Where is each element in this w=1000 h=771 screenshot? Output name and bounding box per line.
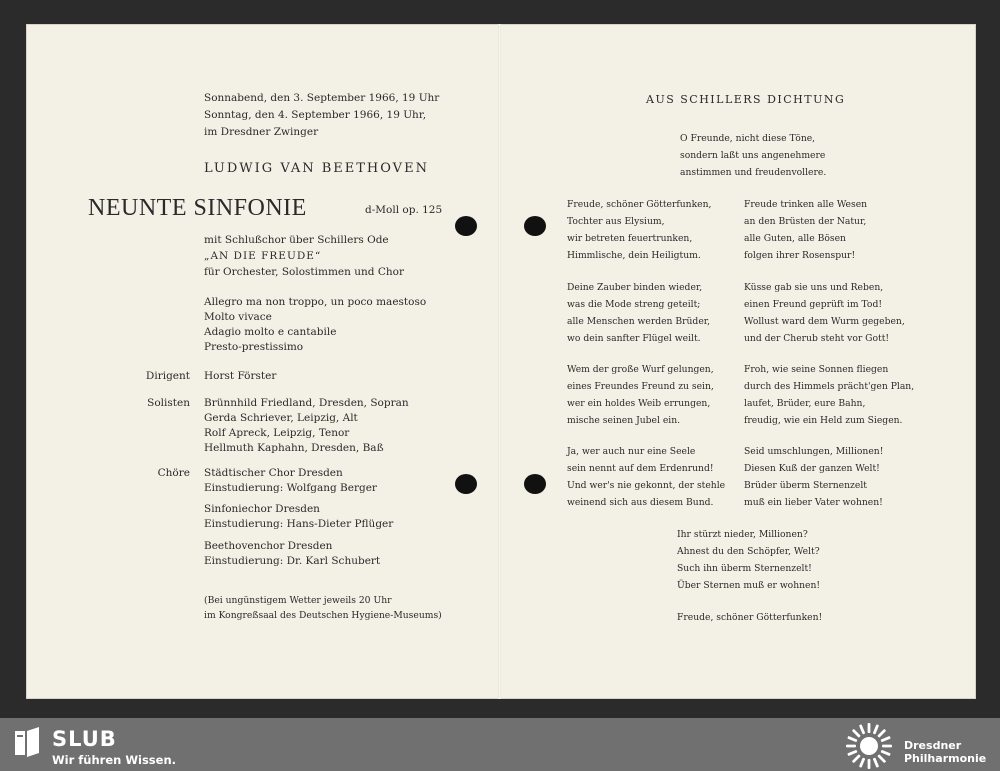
subtitle-line: für Orchester, Solostimmen und Chor — [204, 266, 404, 278]
verse-line: Freude, schöner Götterfunken, — [567, 199, 712, 210]
verse-line: folgen ihrer Rosenspur! — [744, 250, 856, 261]
punch-hole — [455, 216, 477, 236]
weather-note: im Kongreßsaal des Deutschen Hygiene-Museums) — [204, 610, 442, 621]
verse-line: alle Guten, alle Bösen — [744, 233, 846, 244]
choir-director: Einstudierung: Hans-Dieter Pflüger — [204, 518, 394, 530]
verse-line: Seid umschlungen, Millionen! — [744, 446, 884, 457]
subtitle-line: „AN DIE FREUDE“ — [204, 250, 322, 262]
center-fold — [498, 24, 501, 699]
movement: Adagio molto e cantabile — [204, 326, 337, 338]
verse-line: einen Freund geprüft im Tod! — [744, 299, 883, 310]
choir: Städtischer Chor Dresden — [204, 467, 343, 479]
verse-line: sein nennt auf dem Erdenrund! — [567, 463, 714, 474]
punch-hole — [524, 216, 546, 236]
verse-line: freudig, wie ein Held zum Siegen. — [744, 415, 903, 426]
poem-heading: AUS SCHILLERS DICHTUNG — [646, 93, 846, 106]
choere-label: Chöre — [157, 467, 190, 479]
dirigent-name: Horst Förster — [204, 370, 277, 382]
solisten-label: Solisten — [147, 397, 190, 409]
verse-line: Ja, wer auch nur eine Seele — [567, 446, 696, 457]
verse-line: Deine Zauber binden wieder, — [567, 282, 703, 293]
soloist: Brünnhild Friedland, Dresden, Sopran — [204, 397, 409, 409]
date-line: Sonntag, den 4. September 1966, 19 Uhr, — [204, 109, 427, 121]
page-title: NEUNTE SINFONIE — [88, 195, 307, 221]
partner-line: Philharmonie — [904, 752, 987, 765]
outro-line: Such ihn überm Sternenzelt! — [677, 563, 812, 574]
verse-line: Froh, wie seine Sonnen fliegen — [744, 364, 889, 375]
intro-line: sondern laßt uns angenehmere — [680, 150, 826, 161]
date-line: Sonnabend, den 3. September 1966, 19 Uhr — [204, 92, 440, 104]
verse-line: laufet, Brüder, eure Bahn, — [744, 398, 866, 409]
composer: LUDWIG VAN BEETHOVEN — [204, 161, 429, 176]
weather-note: (Bei ungünstigem Wetter jeweils 20 Uhr — [204, 595, 392, 606]
choir-director: Einstudierung: Wolfgang Berger — [204, 482, 377, 494]
verse-line: alle Menschen werden Brüder, — [567, 316, 711, 327]
verse-line: muß ein lieber Vater wohnen! — [744, 497, 883, 508]
verse-line: Freude trinken alle Wesen — [744, 199, 868, 210]
soloist: Hellmuth Kaphahn, Dresden, Baß — [204, 442, 384, 454]
verse-line: wer ein holdes Weib errungen, — [567, 398, 711, 409]
verse-line: was die Mode streng geteilt; — [567, 299, 701, 310]
sunburst-logo-icon — [843, 722, 895, 770]
closing-line: Freude, schöner Götterfunken! — [677, 612, 823, 623]
choir-director: Einstudierung: Dr. Karl Schubert — [204, 555, 381, 567]
choir: Beethovenchor Dresden — [204, 540, 333, 552]
verse-line: Tochter aus Elysium, — [567, 216, 665, 227]
book-icon — [11, 725, 45, 759]
verse-line: Und wer's nie gekonnt, der stehle — [567, 480, 726, 491]
verse-line: Brüder überm Sternenzelt — [744, 480, 867, 491]
key-opus: d-Moll op. 125 — [365, 204, 443, 216]
intro-line: O Freunde, nicht diese Töne, — [680, 133, 816, 144]
verse-line: Wollust ward dem Wurm gegeben, — [744, 316, 905, 327]
verse-line: wir betreten feuertrunken, — [567, 233, 693, 244]
verse-line: und der Cherub steht vor Gott! — [744, 333, 890, 344]
venue-line: im Dresdner Zwinger — [204, 126, 319, 138]
soloist: Gerda Schriever, Leipzig, Alt — [204, 412, 358, 424]
punch-hole — [524, 474, 546, 494]
verse-line: wo dein sanfter Flügel weilt. — [567, 333, 701, 344]
slub-logo-text[interactable]: SLUB — [52, 727, 117, 751]
verse-line: eines Freundes Freund zu sein, — [567, 381, 714, 392]
intro-line: anstimmen und freudenvollere. — [680, 167, 827, 178]
partner-line: Dresdner — [904, 739, 962, 752]
subtitle-line: mit Schlußchor über Schillers Ode — [204, 234, 389, 246]
outro-line: Über Sternen muß er wohnen! — [677, 580, 821, 591]
verse-line: an den Brüsten der Natur, — [744, 216, 867, 227]
soloist: Rolf Apreck, Leipzig, Tenor — [204, 427, 350, 439]
outro-line: Ihr stürzt nieder, Millionen? — [677, 529, 808, 540]
verse-line: durch des Himmels prächt'gen Plan, — [744, 381, 915, 392]
verse-line: Küsse gab sie uns und Reben, — [744, 282, 884, 293]
movement: Allegro ma non troppo, un poco maestoso — [204, 296, 427, 308]
verse-line: Himmlische, dein Heiligtum. — [567, 250, 701, 261]
movement: Presto-prestissimo — [204, 341, 304, 353]
verse-line: Wem der große Wurf gelungen, — [567, 364, 714, 375]
slub-tagline: Wir führen Wissen. — [52, 753, 177, 767]
program-sheet — [26, 24, 976, 699]
dirigent-label: Dirigent — [145, 370, 190, 382]
punch-hole — [455, 474, 477, 494]
choir: Sinfoniechor Dresden — [204, 503, 320, 515]
verse-line: weinend sich aus diesem Bund. — [567, 497, 714, 508]
movement: Molto vivace — [204, 311, 272, 323]
verse-line: Diesen Kuß der ganzen Welt! — [744, 463, 880, 474]
partner-logo-text[interactable] — [904, 739, 986, 765]
outro-line: Ahnest du den Schöpfer, Welt? — [677, 546, 820, 557]
verse-line: mische seinen Jubel ein. — [567, 415, 681, 426]
